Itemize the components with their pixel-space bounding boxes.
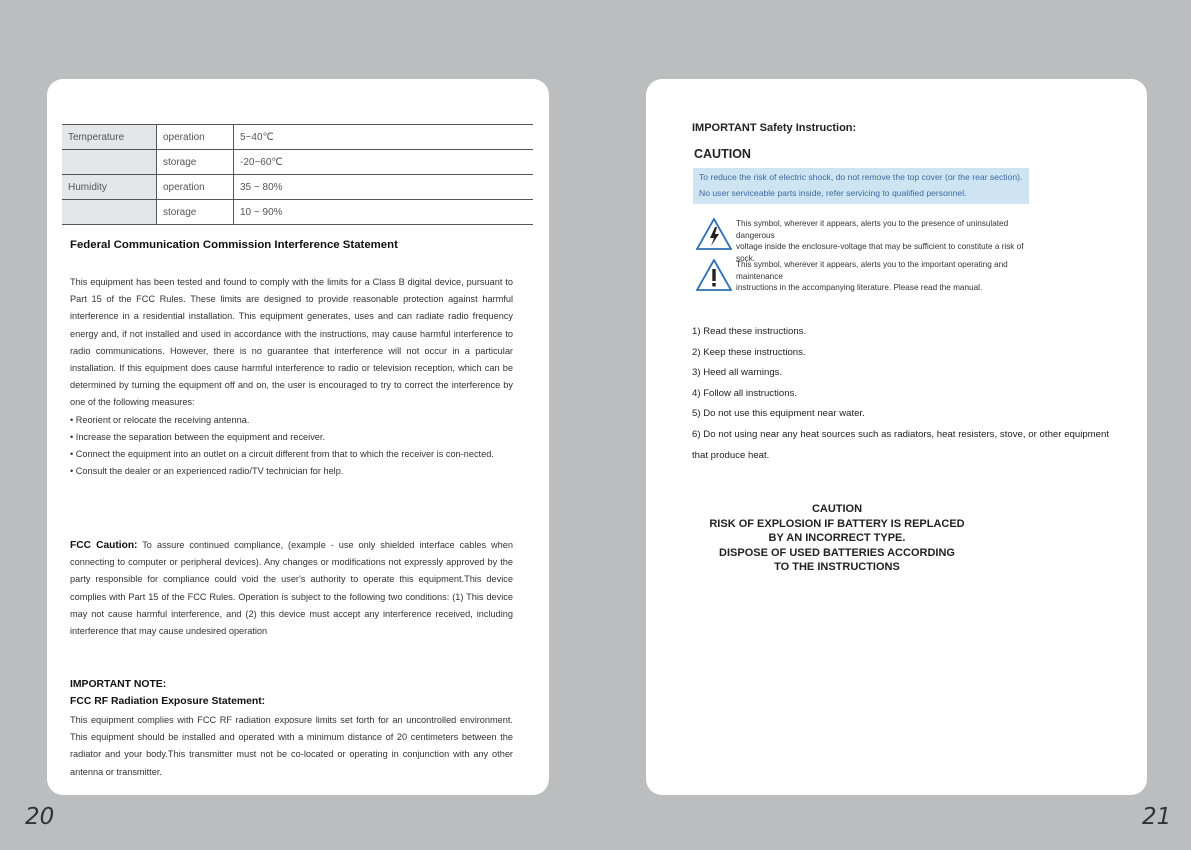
- list-item: 2) Keep these instructions.: [692, 346, 806, 358]
- table-row: [62, 125, 533, 150]
- list-item: 4) Follow all instructions.: [692, 387, 798, 399]
- spec-value: -20~60℃: [234, 150, 534, 175]
- spec-category: [62, 150, 157, 175]
- fcc-caution-text: To assure continued compliance, (example - use only shielded interface cables when connecting to computer or peripheral devices). Any changes or modifications not expressly approved by the party responsible for compliance could void the user's authority to operate this equipment.This device complies with Part 15 of the FCC Rules. Operation is subject to the following two conditions: (1) This device may not cause harmful interference, and (2) this device must accept any interference received, including interference that may cause undesired operation: [70, 540, 514, 637]
- info-warning-line: This symbol, wherever it appears, alerts you to the important operating and maintenance: [736, 260, 1008, 281]
- shock-caution-line: To reduce the risk of electric shock, do not remove the top cover (or the rear section).: [699, 172, 1023, 182]
- spec-category: Humidity: [62, 175, 157, 200]
- spec-table: [62, 124, 533, 225]
- spec-mode: operation: [157, 175, 234, 200]
- table-row: [62, 175, 533, 200]
- table-row: [62, 150, 533, 175]
- fcc-bullet: • Connect the equipment into an outlet on a circuit different from that to which the receiver is con-nected.: [70, 449, 494, 460]
- spec-category: Temperature: [62, 125, 157, 150]
- spec-mode: storage: [157, 150, 234, 175]
- spec-value: 5~40℃: [234, 125, 534, 150]
- right-page: [646, 79, 1147, 795]
- fcc-bullet: • Increase the separation between the equipment and receiver.: [70, 431, 326, 442]
- page-number-left: 20: [25, 804, 55, 830]
- table-row: [62, 200, 533, 225]
- fcc-caution-paragraph: [70, 537, 513, 640]
- fcc-caution-label: FCC Caution:: [70, 540, 138, 551]
- battery-caution-line: DISPOSE OF USED BATTERIES ACCORDING: [719, 546, 955, 559]
- shock-warning-line: voltage inside the enclosure-voltage that may be sufficient to constitute a risk of sock.: [736, 242, 1024, 263]
- safety-instruction-title: IMPORTANT Safety Instruction:: [692, 122, 857, 134]
- fcc-bullet: • Reorient or relocate the receiving antenna.: [70, 414, 250, 425]
- shock-warning-text: [736, 218, 1036, 264]
- fcc-bullet: • Consult the dealer or an experienced radio/TV technician for help.: [70, 466, 344, 477]
- battery-caution-line: BY AN INCORRECT TYPE.: [768, 532, 906, 544]
- list-item: 3) Heed all warnings.: [692, 367, 783, 379]
- shock-caution-line: No user serviceable parts inside, refer servicing to qualified personnel.: [699, 188, 967, 198]
- spec-mode: operation: [157, 125, 234, 150]
- instruction-list: [692, 322, 1109, 466]
- spec-value: 35 ~ 80%: [234, 175, 534, 200]
- caution-heading: CAUTION: [694, 147, 751, 161]
- spec-category: [62, 200, 157, 225]
- rf-exposure-body: This equipment complies with FCC RF radiation exposure limits set forth for an uncontrolled environment. This equipment should be installed and operated with a minimum distance of 20 centimeters between the radiator and your body.This transmitter must not be co-located or operating in conjunction with any other antenna or transmitter.: [70, 715, 513, 777]
- battery-caution: [692, 502, 982, 575]
- battery-caution-line: TO THE INSTRUCTIONS: [774, 561, 900, 573]
- important-note-heading: IMPORTANT NOTE:: [70, 679, 167, 690]
- info-warning-row: [696, 259, 1036, 295]
- battery-caution-line: CAUTION: [811, 503, 863, 515]
- rf-exposure-title: FCC RF Radiation Exposure Statement:: [70, 696, 266, 707]
- exclamation-warning-icon: [696, 259, 732, 291]
- fcc-statement-body: [70, 274, 513, 480]
- list-item: 1) Read these instructions.: [692, 326, 807, 337]
- fcc-paragraph: This equipment has been tested and found to comply with the limits for a Class B digital device, pursuant to Part 15 of the FCC Rules. These limits are designed to provide reasonable protection against harmful interference in a residential installation. This equipment generates, uses and can radiate radio frequency energy and, if not installed and used in accordance with the instructions, may cause harmful interference to radio communications. However, there is no guarantee that interference will not occur in a particular installation. If this equipment does cause harmful interference to radio or television reception, which can be determined by turning the equipment off and on, the user is encouraged to try to correct the interference by one of the following measures:: [70, 277, 513, 408]
- list-item: 6) Do not using near any heat sources such as radiators, heat resisters, stove, or other equipment that produce heat.: [692, 428, 1109, 461]
- shock-warning-row: [696, 218, 1036, 263]
- shock-caution-box: [693, 168, 1029, 204]
- lightning-warning-icon: [696, 218, 732, 250]
- spec-mode: storage: [157, 200, 234, 225]
- info-warning-text: [736, 259, 1036, 294]
- info-warning-line: instructions in the accompanying literature. Please read the manual.: [736, 283, 983, 292]
- page-number-right: 21: [1142, 804, 1172, 830]
- fcc-statement-title: Federal Communication Commission Interference Statement: [70, 239, 398, 251]
- battery-caution-line: RISK OF EXPLOSION IF BATTERY IS REPLACED: [709, 517, 965, 530]
- list-item: 5) Do not use this equipment near water.: [692, 408, 865, 420]
- shock-warning-line: This symbol, wherever it appears, alerts you to the presence of uninsulated dangerous: [736, 219, 1009, 240]
- spec-value: 10 ~ 90%: [234, 200, 534, 225]
- left-page: [47, 79, 549, 795]
